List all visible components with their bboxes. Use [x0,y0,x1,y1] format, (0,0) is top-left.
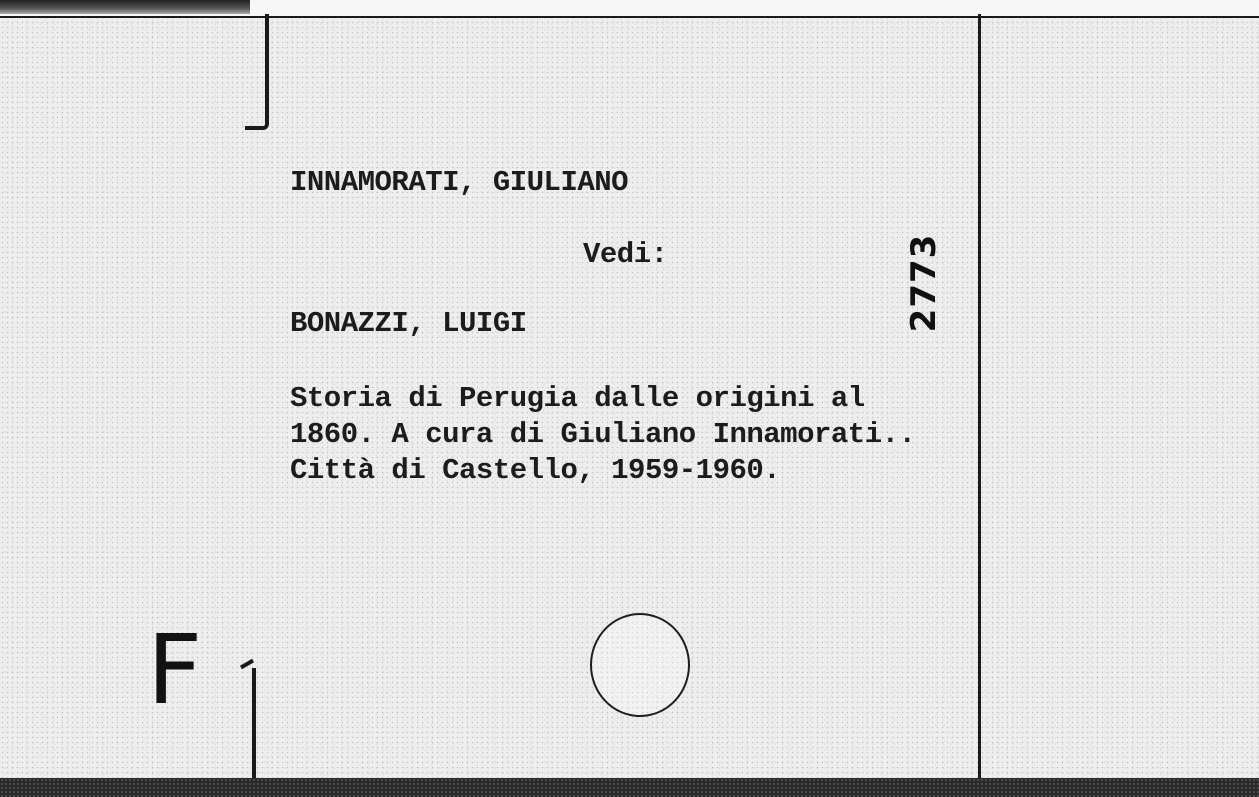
bottom-scan-edge [0,778,1259,797]
drawer-letter: F [147,614,203,726]
top-bracket-mark [245,14,269,130]
card-heading: INNAMORATI, GIULIANO [290,166,629,199]
bottom-bracket-mark [252,668,256,780]
top-left-shadow [0,0,250,14]
see-reference-label: Vedi: [583,238,668,271]
title-description [290,381,990,489]
author-name: BONAZZI, LUIGI [290,307,527,340]
punch-hole [590,613,690,717]
stamped-number-text: 2773 [904,233,944,333]
description-line: Storia di Perugia dalle origini al [290,382,865,415]
description-line: 1860. A cura di Giuliano Innamorati.. [290,418,916,451]
description-line: Città di Castello, 1959-1960. [290,454,781,487]
stamped-card-number [894,233,954,333]
